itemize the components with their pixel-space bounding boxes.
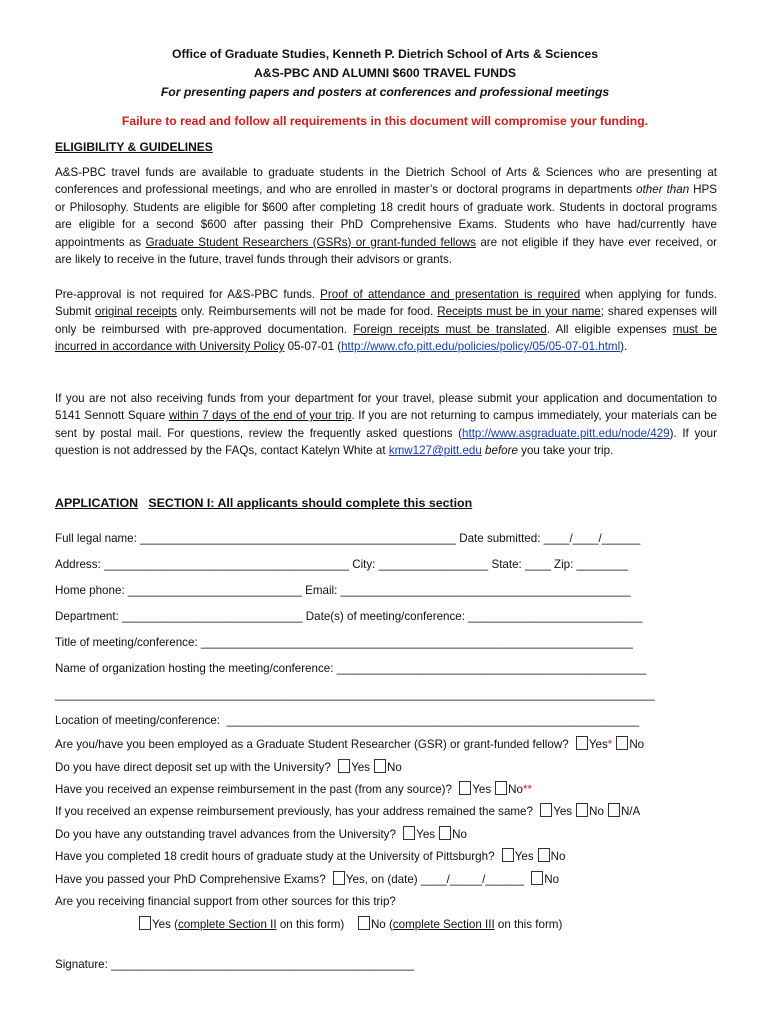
yes-checkbox[interactable]: [403, 826, 415, 840]
text: ; shared expenses will only be reimbursed with pre-approved documentation.: [55, 305, 717, 336]
no-label: No: [589, 805, 604, 818]
text: A&S-PBC travel funds are available to graduate students in the Dietrich School of Arts & Sciences who are presenting at conferences and professional meetings, and who are enrolled in master’s or doctoral programs in departments: [55, 166, 717, 197]
yes-checkbox[interactable]: [459, 781, 471, 795]
yes-label: Yes: [553, 805, 573, 818]
question-text: If you received an expense reimbursement previously, has your address remained the same?: [55, 805, 533, 818]
no-checkbox[interactable]: [439, 826, 451, 840]
text: only. Reimbursements will not be made for food.: [176, 305, 438, 319]
faq-link[interactable]: http://www.asgraduate.pitt.edu/node/429: [462, 426, 670, 440]
department-field[interactable]: Department: ____________________________ Date(s) of meeting/conference: ___________________________: [55, 610, 643, 623]
eligibility-paragraph-3: [55, 390, 717, 460]
contact-email-link[interactable]: kmw127@pitt.edu: [388, 444, 482, 458]
cfo-policy-link[interactable]: http://www.cfo.pitt.edu/policies/policy/05/05-07-01.html: [341, 340, 621, 354]
no-checkbox[interactable]: [576, 803, 588, 817]
phone-email-field[interactable]: Home phone: ___________________________ Email: _____________________________________________: [55, 584, 631, 597]
text-underlined: Receipts must be in your name: [437, 305, 601, 319]
question-text: Do you have direct deposit set up with the University?: [55, 761, 331, 774]
no-label: No: [629, 738, 645, 751]
text: Pre-approval is not required for A&S-PBC funds.: [55, 288, 321, 301]
question-direct-deposit: [55, 759, 720, 776]
text-italic: before: [485, 444, 518, 458]
no-checkbox[interactable]: [531, 871, 543, 885]
text-underlined: Foreign receipts must be translated: [353, 322, 547, 336]
full-name-field[interactable]: Full legal name: _________________________________________________ Date submitted: ____/____/______: [55, 532, 641, 545]
yes-checkbox[interactable]: [338, 759, 350, 773]
text: when applying for funds. Submit: [55, 288, 717, 319]
question-text: Have you received an expense reimbursement in the past (from any source)?: [55, 783, 452, 796]
question-address-same: [55, 803, 720, 820]
question-financial-support: Are you receiving financial support from other sources for this trip?: [55, 895, 396, 908]
text: on this form): [276, 918, 345, 931]
header-fund-title: A&S-PBC AND ALUMNI $600 TRAVEL FUNDS: [253, 66, 517, 80]
section-3-reference: complete Section III: [392, 918, 495, 931]
question-travel-advances: [55, 826, 720, 843]
text: ). If your question is not addressed by the FAQs, contact Katelyn White at: [55, 426, 717, 458]
na-label: N/A: [620, 805, 641, 818]
text: Yes (: [152, 918, 178, 931]
organization-field-continued[interactable]: _____________________________________________________________________________________________: [55, 688, 655, 701]
yes-checkbox[interactable]: [540, 803, 552, 817]
header-subtitle: For presenting papers and posters at conferences and professional meetings: [160, 85, 610, 99]
no-checkbox[interactable]: [538, 848, 550, 862]
application-heading: [55, 495, 720, 512]
yes-checkbox[interactable]: [502, 848, 514, 862]
yes-label: Yes: [416, 828, 436, 841]
support-yes-checkbox[interactable]: [139, 916, 151, 930]
eligibility-paragraph-2: [55, 286, 717, 356]
header-office: Office of Graduate Studies, Kenneth P. Dietrich School of Arts & Sciences: [172, 47, 598, 61]
text: ).: [620, 340, 628, 354]
question-past-reimbursement: [55, 781, 720, 798]
address-field[interactable]: Address: ______________________________________ City: _________________ State: ____ Zip: ________: [55, 558, 629, 571]
no-label: No: [550, 850, 566, 863]
text-underlined: must be incurred in accordance with University Policy: [55, 322, 717, 354]
question-gsr: [55, 736, 720, 753]
yes-date-label: Yes, on (date) ____/_____/______: [345, 873, 525, 886]
text-italic: other than: [636, 183, 690, 197]
eligibility-paragraph-1: [55, 164, 717, 268]
text-underlined: within 7 days of the end of your trip: [168, 409, 352, 423]
question-text: Are you/have you been employed as a Graduate Student Researcher (GSR) or grant-funded fellow?: [55, 738, 569, 751]
footnote-double-star: **: [522, 783, 532, 796]
no-checkbox[interactable]: [374, 759, 386, 773]
yes-label: Yes: [514, 850, 534, 863]
text: . If you are not returning to campus immediately, your materials can be sent by postal mail. For questions, review the frequently asked questions (: [55, 409, 718, 440]
no-label: No: [452, 828, 467, 841]
no-label: No: [508, 783, 523, 796]
application-label: APPLICATION: [55, 496, 139, 510]
text: on this form): [494, 918, 563, 931]
question-text: Do you have any outstanding travel advances from the University?: [55, 828, 396, 841]
support-no-checkbox[interactable]: [358, 916, 370, 930]
text: you take your trip.: [517, 444, 614, 458]
question-text: Have you passed your PhD Comprehensive Exams?: [55, 873, 326, 886]
no-label: No: [386, 761, 402, 774]
text-underlined: Graduate Student Researchers (GSRs) or grant-funded fellows: [145, 235, 476, 249]
section-1-label: SECTION I: All applicants should complete this section: [148, 496, 473, 510]
no-checkbox[interactable]: [616, 736, 628, 750]
no-checkbox[interactable]: [495, 781, 507, 795]
yes-checkbox[interactable]: [576, 736, 588, 750]
eligibility-heading: ELIGIBILITY & GUIDELINES: [55, 140, 213, 154]
text: If you are not also receiving funds from your department for your travel, please submit your application and documentation to 5141 Sennott Square: [55, 392, 717, 423]
text: HPS or Philosophy. Students are eligible for $600 after completing 18 credit hours of graduate work. Students in doctoral programs are eligible for a second $600 after passing their PhD Comprehensive Exams. Students who have had/currently have appointments as: [55, 183, 718, 249]
yes-label: Yes: [588, 738, 608, 751]
no-label: No: [544, 873, 560, 886]
text-underlined: Proof of attendance and presentation is required: [320, 288, 581, 301]
text: 05-07-01 (: [284, 340, 342, 354]
question-credit-hours: [55, 848, 720, 865]
yes-label: Yes: [472, 783, 492, 796]
warning-text: Failure to read and follow all requirements in this document will compromise your funding.: [121, 114, 649, 128]
organization-field[interactable]: Name of organization hosting the meeting/conference: ________________________________________________: [55, 662, 647, 675]
text: are not eligible if they have ever received, or are likely to receive in the future, travel funds through their advisors or grants.: [55, 235, 717, 267]
na-checkbox[interactable]: [608, 803, 620, 817]
question-comprehensive-exams: [55, 871, 720, 888]
meeting-title-field[interactable]: Title of meeting/conference: ___________________________________________________________________: [55, 636, 633, 649]
question-text: Have you completed 18 credit hours of graduate study at the University of Pittsburgh?: [55, 850, 495, 863]
footnote-star: *: [607, 738, 613, 751]
text: No (: [370, 918, 393, 931]
yes-date-checkbox[interactable]: [333, 871, 345, 885]
yes-label: Yes: [351, 761, 370, 774]
support-options: [135, 916, 720, 933]
location-field[interactable]: Location of meeting/conference: ________________________________________________________________: [55, 714, 640, 727]
text: . All eligible expenses: [546, 322, 673, 336]
section-2-reference: complete Section II: [178, 918, 277, 931]
text-underlined: original receipts: [95, 305, 177, 319]
signature-field[interactable]: Signature: _______________________________________________: [55, 958, 415, 971]
